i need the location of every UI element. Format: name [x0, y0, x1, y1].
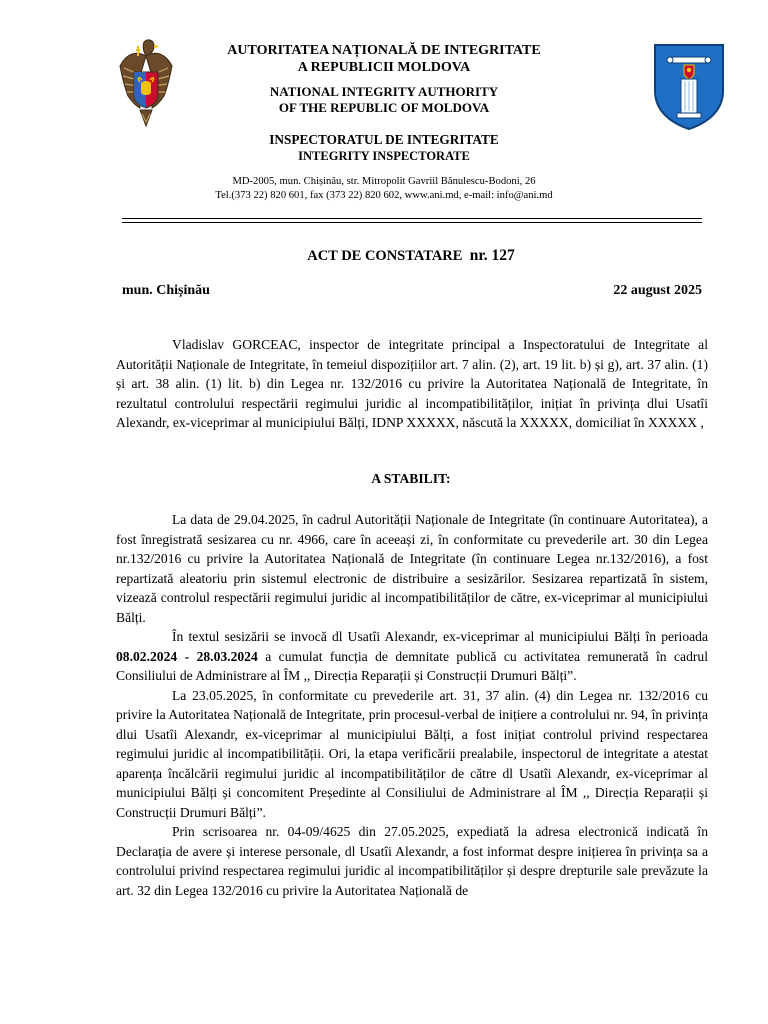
moldova-coat-of-arms-icon — [118, 36, 174, 130]
act-date: 22 august 2025 — [613, 283, 702, 298]
paragraph-2-after: a cumulat funcția de demnitate publică cu activitatea remunerată în cadrul Consiliului de Administrare al ÎM ,, Direcția Reparații și Construcții Drumuri Bălți”. — [116, 648, 708, 683]
section-title: A STABILIT: — [371, 471, 451, 486]
paragraph-4: Prin scrisoarea nr. 04-09/4625 din 27.05.2025, expediată la adresa electronică indicată în Declarația de avere și interese personale, dl Usatîi Alexandr, a fost informat despre inițierea în privința sa a controlului privind respectarea regimului juridic al incompatibilităților și despre drepturile sale prevăzute la art. 32 din Legea 132/2016 cu privire la Autoritatea Națională de — [116, 824, 708, 898]
contact-block — [200, 175, 568, 203]
act-title — [0, 247, 768, 265]
inspectorate-ro: INSPECTORATUL DE INTEGRITATE — [269, 132, 499, 147]
authority-en-title — [200, 84, 568, 116]
paragraph-2 — [116, 627, 708, 686]
paragraph-2-period: 08.02.2024 - 28.03.2024 — [116, 648, 258, 664]
authority-ro-line1: AUTORITATEA NAȚIONALĂ DE INTEGRITATE — [227, 43, 541, 58]
findings-block — [116, 510, 708, 900]
act-number: nr. 127 — [469, 247, 515, 264]
paragraph-3: La 23.05.2025, în conformitate cu prevederile art. 31, 37 alin. (4) din Legea nr. 132/2016 cu privire la Autoritatea Națională de Integritate, prin procesul-verbal de inițiere a controlului nr. 94, în privința dlui Usatîi Alexandr, ex-viceprimar al municipiului Bălți, a fost inițiat controlul privind respectarea regimului juridic al incompatibilității. Ori, la etapa verificării prealabile, inspectorul de integritate a atestat aparența încălcării regimului juridic al incompatibilităților de către dl Usatîi Alexandr, ex-viceprimar al municipiului Bălți și concomitent Președinte al Consiliului de Administrare al ÎM ,, Direcția Reparații și Construcții Drumuri Bălți”. — [116, 687, 708, 820]
inspectorate-en: INTEGRITY INSPECTORATE — [298, 149, 470, 163]
authority-en-line1: NATIONAL INTEGRITY AUTHORITY — [269, 84, 499, 99]
ani-shield-column-icon — [651, 41, 727, 131]
act-place: mun. Chișinău — [122, 283, 210, 298]
act-title-text: ACT DE CONSTATARE — [307, 248, 463, 264]
paragraph-1: La data de 29.04.2025, în cadrul Autorității Naționale de Integritate (în continuare Autoritatea), a fost înregistrată sesizarea cu nr. 4966, care în aceeași zi, în conformitate cu prevederile art. 30 din Legea nr.132/2016 cu privire la Autoritatea Națională de Integritate (în continuare Legea nr.132/2016), a fost repartizată aleatoriu prin sistemul electronic de distribuire a sesizărilor. Sesizarea repartizată în sistem, vizează controlul respectării regimului juridic al incompatibilităților de către, ex-viceprimar al municipiului Bălți. — [116, 512, 708, 625]
header-divider-top — [122, 218, 702, 219]
paragraph-2-before: În textul sesizării se invocă dl Usatîi Alexandr, ex-viceprimar al municipiului Bălți în perioada — [172, 629, 708, 644]
inspectorate-title — [200, 132, 568, 164]
intro-block — [116, 335, 708, 433]
authority-ro-line2: A REPUBLICII MOLDOVA — [297, 59, 471, 75]
contacts-line: Tel.(373 22) 820 601, fax (373 22) 820 602, www.ani.md, e-mail: info@ani.md — [215, 190, 553, 201]
header-divider-bottom — [122, 222, 702, 223]
intro-paragraph: Vladislav GORCEAC, inspector de integritate principal a Inspectoratului de Integritate al Autorității Naționale de Integritate, în temeiul dispozițiilor art. 7 alin. (2), art. 19 lit. b) și g), art. 37 alin. (1) și art. 38 alin. (1) lit. b) din Legea nr. 132/2016 cu privire la Autoritatea Națională de Integritate, în rezultatul controlului respectării regimului juridic al incompatibilităților, inițiat în privința dlui Usatîi Alexandr, ex-viceprimar al municipiului Bălți, IDNP XXXXX, născută la XXXXX, domiciliat în XXXXX , — [116, 337, 708, 430]
authority-ro-title — [200, 43, 568, 76]
address-line: MD-2005, mun. Chișinău, str. Mitropolit Gavriil Bănulescu-Bodoni, 26 — [232, 176, 536, 187]
authority-en-line2: OF THE REPUBLIC OF MOLDOVA — [278, 100, 490, 115]
